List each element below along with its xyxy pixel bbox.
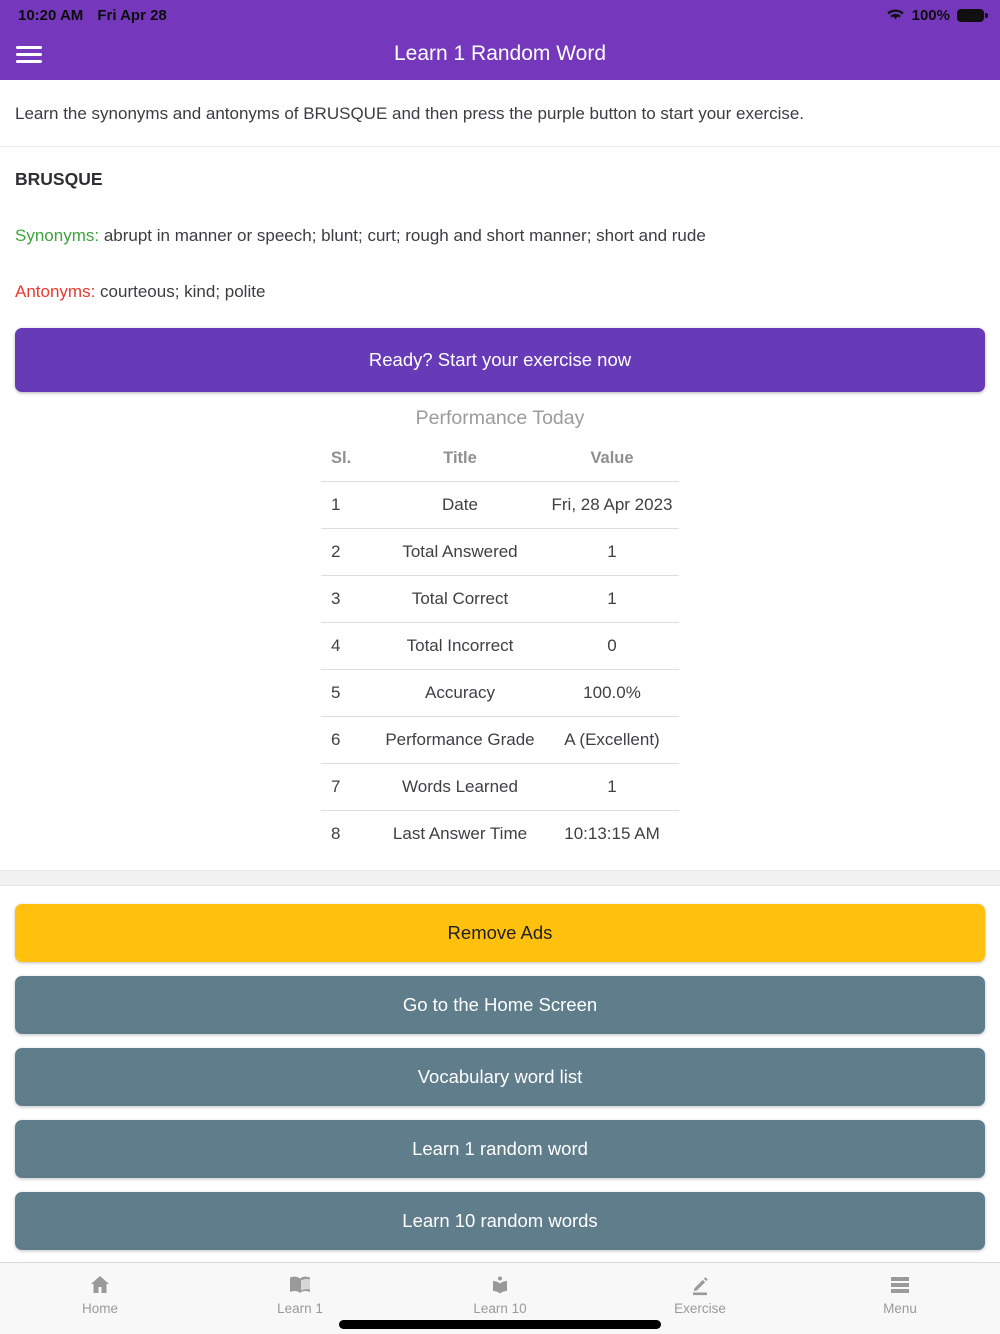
row-title: Total Answered [375,529,545,576]
row-title: Total Correct [375,576,545,623]
button-stack [0,886,1000,1322]
tab-label: Learn 1 [277,1301,323,1316]
antonyms-label: Antonyms: [15,282,96,301]
tab-label: Home [81,1301,118,1316]
battery-percent: 100% [911,6,950,24]
row-value: Fri, 28 Apr 2023 [545,482,679,529]
table-row [321,623,679,670]
hamburger-menu-icon[interactable] [16,42,42,67]
wifi-icon [886,8,905,22]
row-value: 1 [545,529,679,576]
pencil-icon [688,1272,712,1298]
row-title: Date [375,482,545,529]
tab-label: Exercise [674,1301,726,1316]
row-title: Last Answer Time [375,811,545,858]
table-row [321,717,679,764]
performance-title: Performance Today [415,407,585,429]
row-value: A (Excellent) [545,717,679,764]
row-title: Total Incorrect [375,623,545,670]
tab-menu[interactable] [800,1263,1000,1334]
row-index: 6 [321,717,375,764]
home-icon [88,1272,112,1298]
remove-ads-button[interactable]: Remove Ads [15,904,985,962]
open-book-icon [287,1272,313,1298]
table-row [321,811,679,858]
row-index: 2 [321,529,375,576]
section-divider [0,870,1000,886]
row-title: Words Learned [375,764,545,811]
table-row [321,482,679,529]
status-right [886,7,984,24]
row-index: 7 [321,764,375,811]
table-row [321,764,679,811]
menu-button-learn-1[interactable]: Learn 1 random word [15,1120,985,1178]
table-row [321,576,679,623]
word-title: BRUSQUE [15,169,103,189]
tab-home[interactable] [0,1263,200,1334]
table-row [321,670,679,717]
row-index: 3 [321,576,375,623]
battery-icon [957,9,984,22]
col-value: Value [590,449,634,467]
page-title: Learn 1 Random Word [393,42,607,65]
row-value: 1 [545,576,679,623]
col-title: Title [443,449,477,467]
row-value: 0 [545,623,679,670]
menu-button-learn-10[interactable]: Learn 10 random words [15,1192,985,1250]
table-header-row [321,438,679,482]
col-sl: Sl. [331,449,352,467]
antonyms-text: courteous; kind; polite [95,282,266,301]
row-value: 1 [545,764,679,811]
row-index: 8 [321,811,375,858]
menu-button-home[interactable]: Go to the Home Screen [15,976,985,1034]
home-indicator[interactable] [339,1320,661,1329]
row-title: Performance Grade [375,717,545,764]
tab-label: Learn 10 [473,1301,527,1316]
word-section [0,169,1000,302]
status-bar [0,0,1000,28]
menu-list-icon [888,1272,912,1298]
row-index: 4 [321,623,375,670]
row-value: 100.0% [545,670,679,717]
antonyms-line [15,282,985,302]
performance-table-body [321,482,679,858]
status-left [18,7,167,24]
row-title: Accuracy [375,670,545,717]
row-index: 1 [321,482,375,529]
status-date: Fri Apr 28 [97,6,167,24]
table-row [321,529,679,576]
synonyms-line [15,226,985,246]
library-book-icon [488,1272,512,1298]
row-index: 5 [321,670,375,717]
menu-button-vocabulary[interactable]: Vocabulary word list [15,1048,985,1106]
row-value: 10:13:15 AM [545,811,679,858]
tab-label: Menu [883,1301,917,1316]
synonyms-label: Synonyms: [15,226,100,245]
app-header [0,28,1000,80]
performance-table [321,438,679,857]
status-time: 10:20 AM [18,6,84,24]
synonyms-text: abrupt in manner or speech; blunt; curt; rough and short manner; short and rude [99,226,706,245]
start-exercise-button[interactable]: Ready? Start your exercise now [15,328,985,392]
instruction-text: Learn the synonyms and antonyms of BRUSQUE and then press the purple button to start your exercise. [0,80,1000,147]
